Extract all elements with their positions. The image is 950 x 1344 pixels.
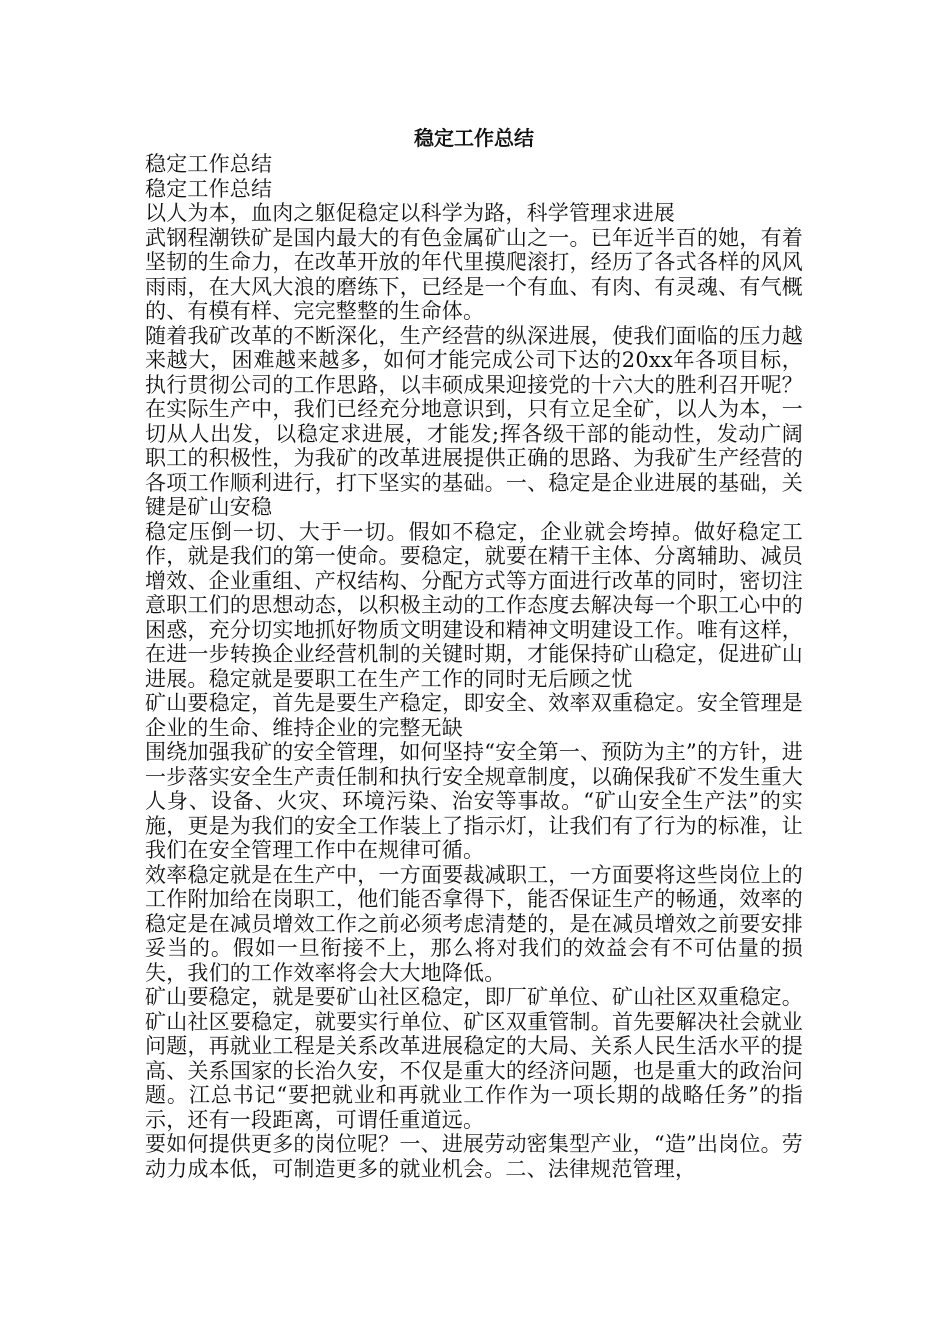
paragraph-safety: 围绕加强我矿的安全管理，如何坚持“安全第一、预防为主”的方针，进一步落实安全生产责任制和执行安全规章制度，以确保我矿不发生重大人身、设备、火灾、环境污染、治安等事故。“矿山安全生产法”的实施，更是为我们的安全工作装上了指示灯，让我们有了行为的标准，让我们在安全管理工作中在规律可循。 (145, 740, 803, 862)
paragraph-community: 矿山要稳定，就是要矿山社区稳定，即厂矿单位、矿山社区双重稳定。矿山社区要稳定，就要实行单位、矿区双重管制。首先要解决社会就业问题，再就业工程是关系改革进展稳定的大局、关系人民生活水平的提高、关系国家的长治久安，不仅是重大的经济问题，也是重大的政治问题。江总书记“要把就业和再就业工作作为一项长期的战略任务”的指示，还有一段距离，可谓任重道远。 (145, 985, 803, 1132)
paragraph-jobs: 要如何提供更多的岗位呢？一、进展劳动密集型产业，“造”出岗位。劳动力成本低，可制造更多的就业机会。二、法律规范管理， (145, 1132, 803, 1181)
document-page (145, 126, 803, 1181)
paragraph-heading: 以人为本，血肉之躯促稳定以科学为路，科学管理求进展 (145, 201, 675, 225)
paragraph-reform: 随着我矿改革的不断深化，生产经营的纵深进展，使我们面临的压力越来越大，困难越来越多，如何才能完成公司下达的20xx年各项目标，执行贯彻公司的工作思路，以丰硕成果迎接党的十六大的胜利召开呢？在实际生产中，我们已经充分地意识到，只有立足全矿，以人为本，一切从人出发，以稳定求进展，才能发;挥各级干部的能动性，发动广阔职工的积极性，为我矿的改革进展提供正确的思路、为我矿生产经营的各项工作顺利进行，打下坚实的基础。一、稳定是企业进展的基础，关键是矿山安稳 (145, 323, 803, 519)
paragraph-subtitle-2: 稳定工作总结 (145, 176, 273, 201)
paragraph-efficiency: 效率稳定就是在生产中，一方面要裁减职工，一方面要将这些岗位上的工作附加给在岗职工，他们能否拿得下，能否保证生产的畅通，效率的稳定是在减员增效工作之前必须考虑清楚的，是在减员增效之前要安排妥当的。假如一旦衔接不上，那么将对我们的效益会有不可估量的损失，我们的工作效率将会大大地降低。 (145, 862, 803, 985)
paragraph-subtitle-1: 稳定工作总结 (145, 152, 273, 176)
paragraph-intro: 武钢程潮铁矿是国内最大的有色金属矿山之一。已年近半百的她，有着坚韧的生命力，在改革开放的年代里摸爬滚打，经历了各式各样的风风雨雨，在大风大浪的磨练下，已经是一个有血、有肉、有灵魂、有气概的、有模有样、完完整整的生命体。 (145, 225, 803, 323)
paragraph-production: 矿山要稳定，首先是要生产稳定，即安全、效率双重稳定。安全管理是企业的生命、维持企业的完整无缺 (145, 691, 803, 740)
paragraph-stability: 稳定压倒一切、大于一切。假如不稳定，企业就会垮掉。做好稳定工作，就是我们的第一使命。要稳定，就要在精干主体、分离辅助、减员增效、企业重组、产权结构、分配方式等方面进行改革的同时，密切注意职工们的思想动态，以积极主动的工作态度去解决每一个职工心中的困惑，充分切实地抓好物质文明建设和精神文明建设工作。唯有这样，在进一步转换企业经营机制的关键时期，才能保持矿山稳定，促进矿山进展。稳定就是要职工在生产工作的同时无后顾之忧 (145, 519, 803, 691)
document-title: 稳定工作总结 (414, 126, 534, 150)
